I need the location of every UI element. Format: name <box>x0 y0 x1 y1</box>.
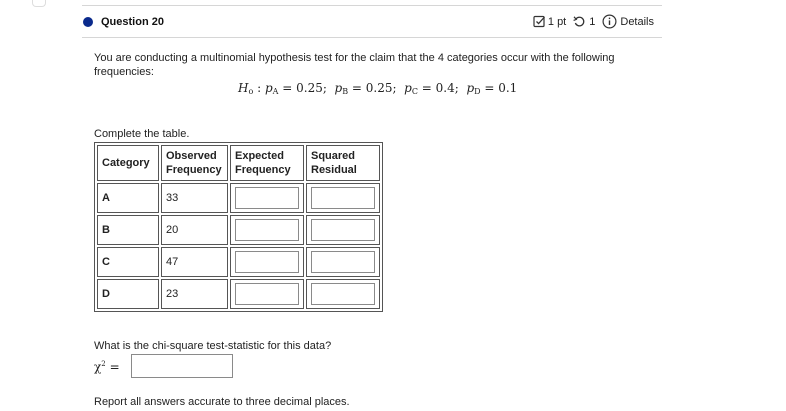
expected-cell <box>230 183 304 213</box>
h0-symbol: H <box>238 81 249 95</box>
category-cell: B <box>97 215 159 245</box>
residual-cell <box>306 279 380 309</box>
question-title: Question 20 <box>101 15 164 28</box>
p-d-value: 0.1 <box>498 81 518 95</box>
residual-input-c[interactable] <box>311 251 375 273</box>
table-row <box>97 279 380 309</box>
category-cell: D <box>97 279 159 309</box>
p-a-symbol: p <box>264 81 273 95</box>
retries-count: 1 <box>589 15 596 28</box>
p-d-subscript: D <box>474 87 481 96</box>
observed-cell: 33 <box>161 183 228 213</box>
expected-cell <box>230 247 304 277</box>
observed-cell: 20 <box>161 215 228 245</box>
observed-cell: 47 <box>161 247 228 277</box>
expected-input-a[interactable] <box>235 187 299 209</box>
observed-header: Observed Frequency <box>161 145 228 181</box>
chi-square-label <box>94 360 120 374</box>
null-hypothesis: $H_o$ : $p_A = 0.25$; $p_B = 0.25$; $p_C = 0.4$; $p_D = 0.1$ <box>238 81 518 96</box>
residual-header: Squared Residual <box>306 145 380 181</box>
category-header: Category <box>97 145 159 181</box>
frequency-table <box>94 142 383 312</box>
expected-cell <box>230 279 304 309</box>
header-meta <box>533 14 654 29</box>
chi-square-question: What is the chi-square test-statistic for this data? <box>94 340 332 352</box>
expected-input-c[interactable] <box>235 251 299 273</box>
category-cell: A <box>97 183 159 213</box>
corner-decoration <box>32 0 46 7</box>
accuracy-note: Report all answers accurate to three decimal places. <box>94 396 350 408</box>
h0-subscript: o <box>248 87 254 96</box>
details-link[interactable]: Details <box>620 15 654 28</box>
question-header <box>82 5 662 38</box>
p-c-symbol: p <box>404 81 412 95</box>
points-label: 1 pt <box>547 15 567 28</box>
p-b-value: 0.25 <box>365 81 393 95</box>
info-icon[interactable] <box>602 14 617 29</box>
table-row <box>97 247 380 277</box>
equals-sign: = <box>109 360 120 374</box>
chi-square-input[interactable] <box>131 354 233 378</box>
table-row <box>97 215 380 245</box>
p-d-symbol: p <box>466 81 475 95</box>
chi-symbol: χ <box>94 360 102 374</box>
p-c-subscript: C <box>411 87 418 96</box>
residual-cell <box>306 247 380 277</box>
p-a-subscript: A <box>272 87 279 96</box>
table-row <box>97 183 380 213</box>
residual-cell <box>306 215 380 245</box>
question-prompt: You are conducting a multinomial hypothesis test for the claim that the 4 categories occur with the following frequencies: <box>94 52 615 78</box>
residual-input-a[interactable] <box>311 187 375 209</box>
expected-input-b[interactable] <box>235 219 299 241</box>
table-header-row <box>97 145 380 181</box>
p-c-value: 0.4 <box>435 81 455 95</box>
expected-header: Expected Frequency <box>230 145 304 181</box>
p-a-value: 0.25 <box>296 81 323 95</box>
expected-input-d[interactable] <box>235 283 299 305</box>
checkbox-icon <box>533 15 546 28</box>
status-dot-icon <box>83 17 93 27</box>
retry-icon <box>573 15 586 28</box>
residual-input-b[interactable] <box>311 219 375 241</box>
residual-input-d[interactable] <box>311 283 375 305</box>
category-cell: C <box>97 247 159 277</box>
residual-cell <box>306 183 380 213</box>
complete-table-label: Complete the table. <box>94 128 190 140</box>
question-card <box>82 5 662 408</box>
expected-cell <box>230 215 304 245</box>
chi-superscript: 2 <box>101 360 106 368</box>
p-b-symbol: p <box>334 81 343 95</box>
observed-cell: 23 <box>161 279 228 309</box>
p-b-subscript: B <box>342 87 349 96</box>
